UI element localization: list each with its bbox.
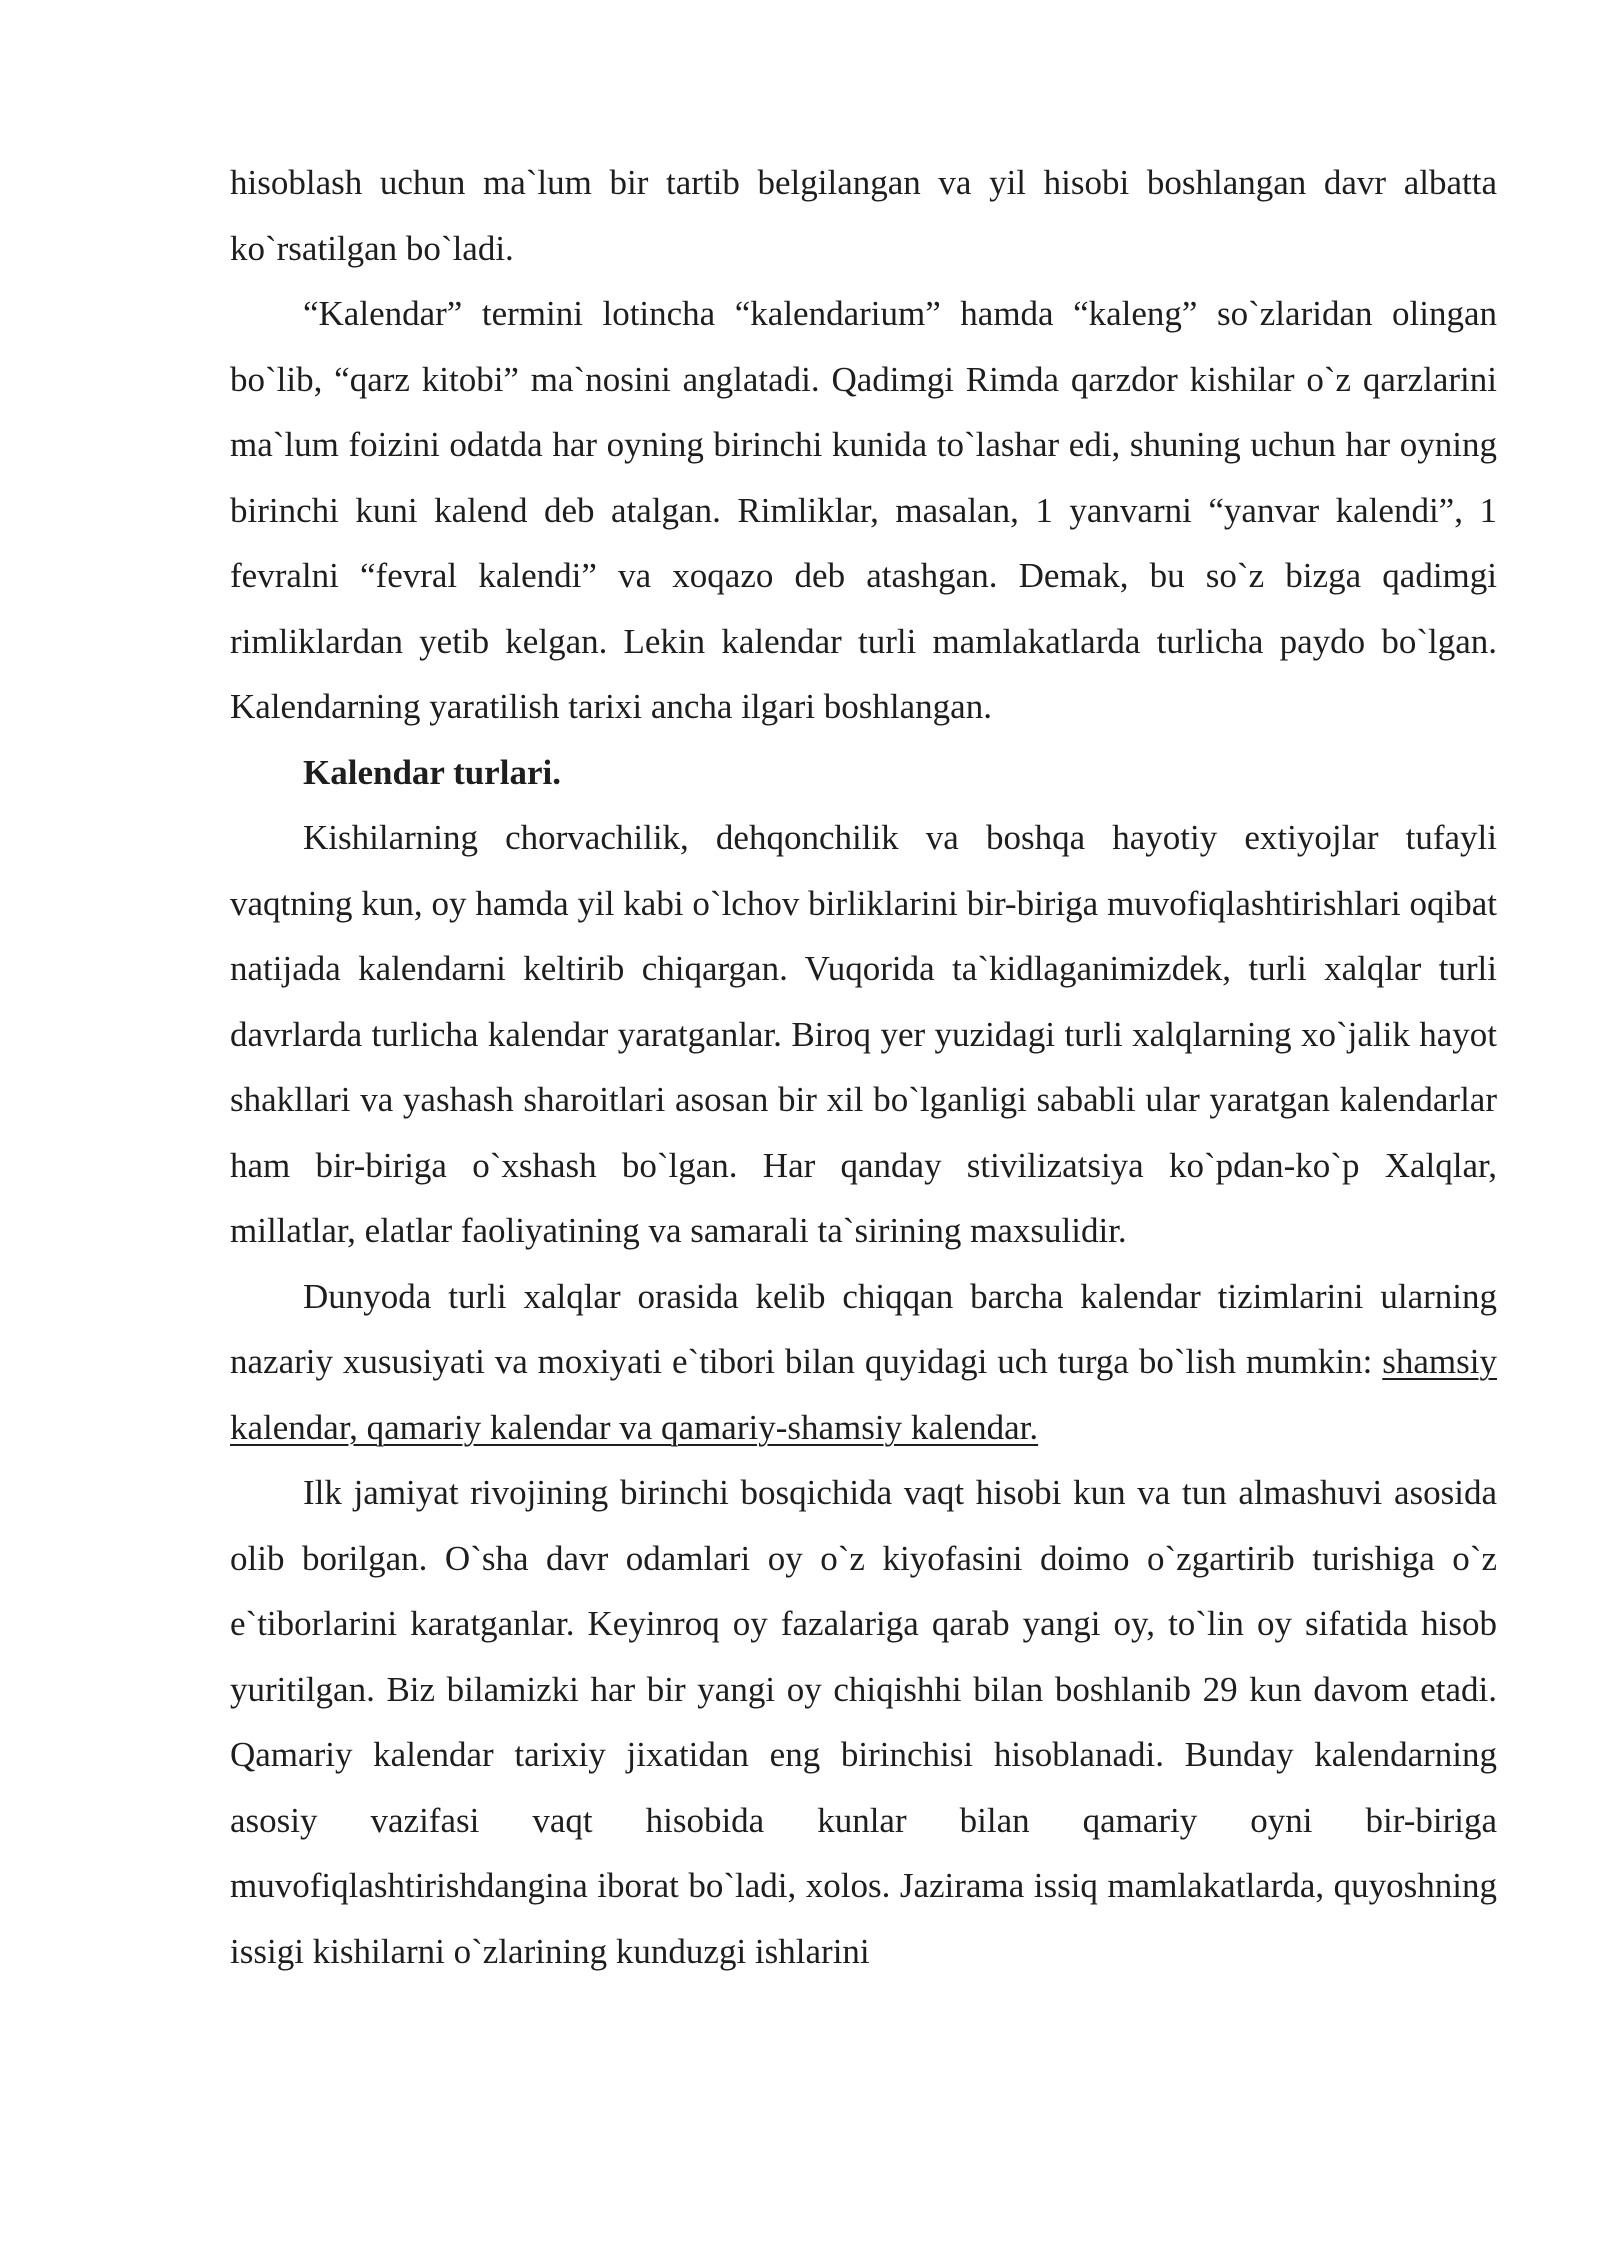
paragraph-calendar-classification [230, 1264, 1497, 1461]
section-heading-calendar-types: Kalendar turlari. [303, 752, 561, 792]
paragraph-calendar-origins: Kishilarning chorvachilik, dehqonchilik va boshqa hayotiy extiyojlar tufayli vaqtning kun, oy hamda yil kabi o`lchov birliklarini bir-biriga muvofiqlashtirishlari oqibat natijada kalendarni keltirib chiqargan. Vuqorida ta`kidlaganimizdek, turli xalqlar turli davrlarda turlicha kalendar yaratganlar. Biroq yer yuzidagi turli xalqlarning xo`jalik hayot shakllari va yashash sharoitlari asosan bir xil bo`lganligi sababli ular yaratgan kalendarlar ham bir-biriga o`xshash bo`lgan. Har qanday stivilizatsiya ko`pdan-ko`p Xalqlar, millatlar, elatlar faoliyatining va samarali ta`sirining maxsulidir. [230, 818, 1497, 1250]
classification-intro-text: Dunyoda turli xalqlar orasida kelib chiqqan barcha kalendar tizimlarini ularning nazariy xususiyati va moxiyati e`tibori bilan quyidagi uch turga bo`lish mumkin: [230, 1276, 1497, 1381]
calendar-types-underlined: shamsiy kalendar, qamariy kalendar va qamariy-shamsiy kalendar. [230, 1342, 1497, 1447]
paragraph-calendar-etymology: “Kalendar” termini lotincha “kalendarium” hamda “kaleng” so`zlaridan olingan bo`lib, “qarz kitobi” ma`nosini anglatadi. Qadimgi Rimda qarzdor kishilar o`z qarzlarini ma`lum foizini odatda har oyning birinchi kunida to`lashar edi, shuning uchun har oyning birinchi kuni kalend deb atalgan. Rimliklar, masalan, 1 yanvarni “yanvar kalendi”, 1 fevralni “fevral kalendi” va xoqazo deb atashgan. Demak, bu so`z bizga qadimgi rimliklardan yetib kelgan. Lekin kalendar turli mamlakatlarda turlicha paydo bo`lgan. Kalendarning yaratilish tarixi ancha ilgari boshlangan. [230, 294, 1497, 726]
paragraph-lunar-calendar: Ilk jamiyat rivojining birinchi bosqichida vaqt hisobi kun va tun almashuvi asosida olib borilgan. O`sha davr odamlari oy o`z kiyofasini doimo o`zgartirib turishiga o`z e`tiborlarini karatganlar. Keyinroq oy fazalariga qarab yangi oy, to`lin oy sifatida hisob yuritilgan. Biz bilamizki har bir yangi oy chiqishhi bilan boshlanib 29 kun davom etadi. Qamariy kalendar tarixiy jixatidan eng birinchisi hisoblanadi. Bunday kalendarning asosiy vazifasi vaqt hisobida kunlar bilan qamariy oyni bir-biriga muvofiqlashtirishdangina iborat bo`ladi, xolos. Jazirama issiq mamlakatlarda, quyoshning issigi kishilarni o`zlarining kunduzgi ishlarini [230, 1473, 1497, 1971]
paragraph-continuation: hisoblash uchun ma`lum bir tartib belgilangan va yil hisobi boshlangan davr albatta ko`rsatilgan bo`ladi. [230, 163, 1497, 268]
document-page [230, 150, 1497, 1984]
